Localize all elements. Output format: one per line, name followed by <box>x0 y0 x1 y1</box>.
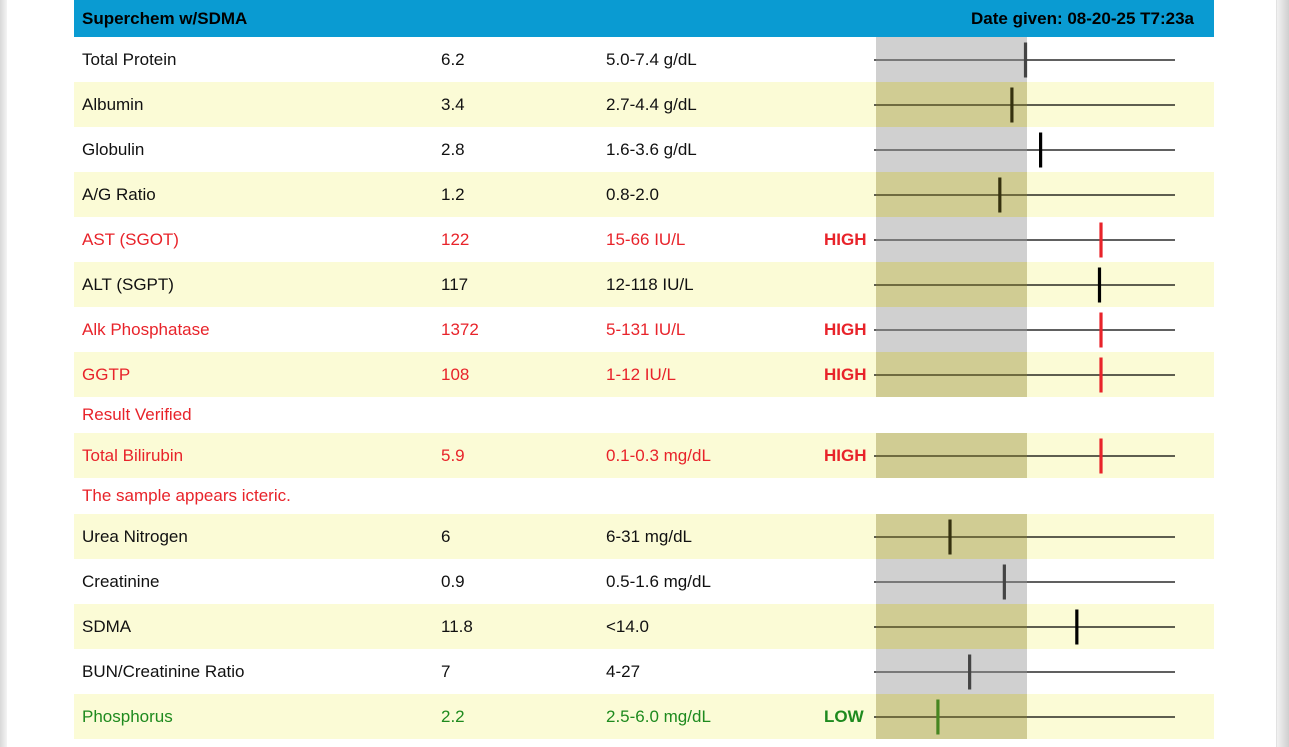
test-name: ALT (SGPT) <box>82 274 174 294</box>
test-name: AST (SGOT) <box>82 229 179 249</box>
reference-range: 5-131 IU/L <box>606 319 686 339</box>
range-indicator <box>874 694 1179 739</box>
reference-range: 2.5-6.0 mg/dL <box>606 706 711 726</box>
page-edge-right <box>1276 0 1289 747</box>
note-text: The sample appears icteric. <box>82 486 291 505</box>
test-value: 2.8 <box>441 139 465 159</box>
reference-range: 0.8-2.0 <box>606 184 659 204</box>
test-name: Globulin <box>82 139 145 159</box>
reference-range: 4-27 <box>606 661 641 681</box>
test-value: 108 <box>441 364 470 384</box>
report-header <box>74 0 1214 37</box>
test-name: Phosphorus <box>82 706 173 726</box>
lab-report <box>74 0 1214 739</box>
result-row <box>74 37 1214 82</box>
test-value: 5.9 <box>441 445 465 465</box>
reference-range: 12-118 IU/L <box>606 274 694 294</box>
test-name: GGTP <box>82 364 131 384</box>
flag-label: HIGH <box>824 445 867 465</box>
test-name: Total Protein <box>82 49 177 69</box>
test-name: Creatinine <box>82 571 160 591</box>
test-name: Urea Nitrogen <box>82 526 188 546</box>
range-indicator <box>874 37 1179 82</box>
range-indicator <box>874 514 1179 559</box>
result-note <box>74 397 1214 433</box>
range-indicator <box>874 433 1179 478</box>
flag-label: HIGH <box>824 319 867 339</box>
result-row <box>74 352 1214 397</box>
range-indicator <box>874 559 1179 604</box>
test-value: 122 <box>441 229 470 249</box>
range-indicator <box>874 604 1179 649</box>
page-edge-left <box>0 0 7 747</box>
test-name: SDMA <box>82 616 132 636</box>
note-text: Result Verified <box>82 405 192 424</box>
reference-range: 6-31 mg/dL <box>606 526 692 546</box>
reference-range: 1-12 IU/L <box>606 364 676 384</box>
range-indicator <box>874 262 1179 307</box>
result-row <box>74 82 1214 127</box>
result-row <box>74 433 1214 478</box>
reference-range: <14.0 <box>606 616 650 636</box>
range-indicator <box>874 217 1179 262</box>
result-row <box>74 217 1214 262</box>
result-row <box>74 307 1214 352</box>
test-value: 117 <box>441 274 469 294</box>
result-row <box>74 514 1214 559</box>
test-name: A/G Ratio <box>82 184 156 204</box>
results-table <box>74 37 1214 739</box>
flag-label: LOW <box>824 706 864 726</box>
test-value: 3.4 <box>441 94 465 114</box>
test-value: 1.2 <box>441 184 465 204</box>
result-row <box>74 694 1214 739</box>
reference-range: 0.1-0.3 mg/dL <box>606 445 711 465</box>
range-indicator <box>874 649 1179 694</box>
panel-title: Superchem w/SDMA <box>82 8 248 28</box>
test-name: Total Bilirubin <box>82 445 184 465</box>
result-row <box>74 262 1214 307</box>
reference-range: 1.6-3.6 g/dL <box>606 139 697 159</box>
test-value: 6.2 <box>441 49 465 69</box>
test-value: 1372 <box>441 319 479 339</box>
range-indicator <box>874 352 1179 397</box>
result-row <box>74 649 1214 694</box>
result-row <box>74 172 1214 217</box>
date-given: Date given: 08-20-25 T7:23a <box>971 8 1194 28</box>
range-indicator <box>874 172 1179 217</box>
test-value: 0.9 <box>441 571 465 591</box>
result-row <box>74 127 1214 172</box>
test-name: Alk Phosphatase <box>82 319 210 339</box>
test-name: BUN/Creatinine Ratio <box>82 661 245 681</box>
range-indicator <box>874 82 1179 127</box>
test-value: 11.8 <box>441 616 473 636</box>
reference-range: 15-66 IU/L <box>606 229 686 249</box>
reference-range: 2.7-4.4 g/dL <box>606 94 697 114</box>
test-name: Albumin <box>82 94 144 114</box>
test-value: 2.2 <box>441 706 465 726</box>
range-indicator <box>874 307 1179 352</box>
flag-label: HIGH <box>824 229 867 249</box>
reference-range: 5.0-7.4 g/dL <box>606 49 697 69</box>
test-value: 7 <box>441 661 451 681</box>
result-row <box>74 559 1214 604</box>
test-value: 6 <box>441 526 451 546</box>
range-indicator <box>874 127 1179 172</box>
reference-range: 0.5-1.6 mg/dL <box>606 571 711 591</box>
flag-label: HIGH <box>824 364 867 384</box>
result-note <box>74 478 1214 514</box>
result-row <box>74 604 1214 649</box>
